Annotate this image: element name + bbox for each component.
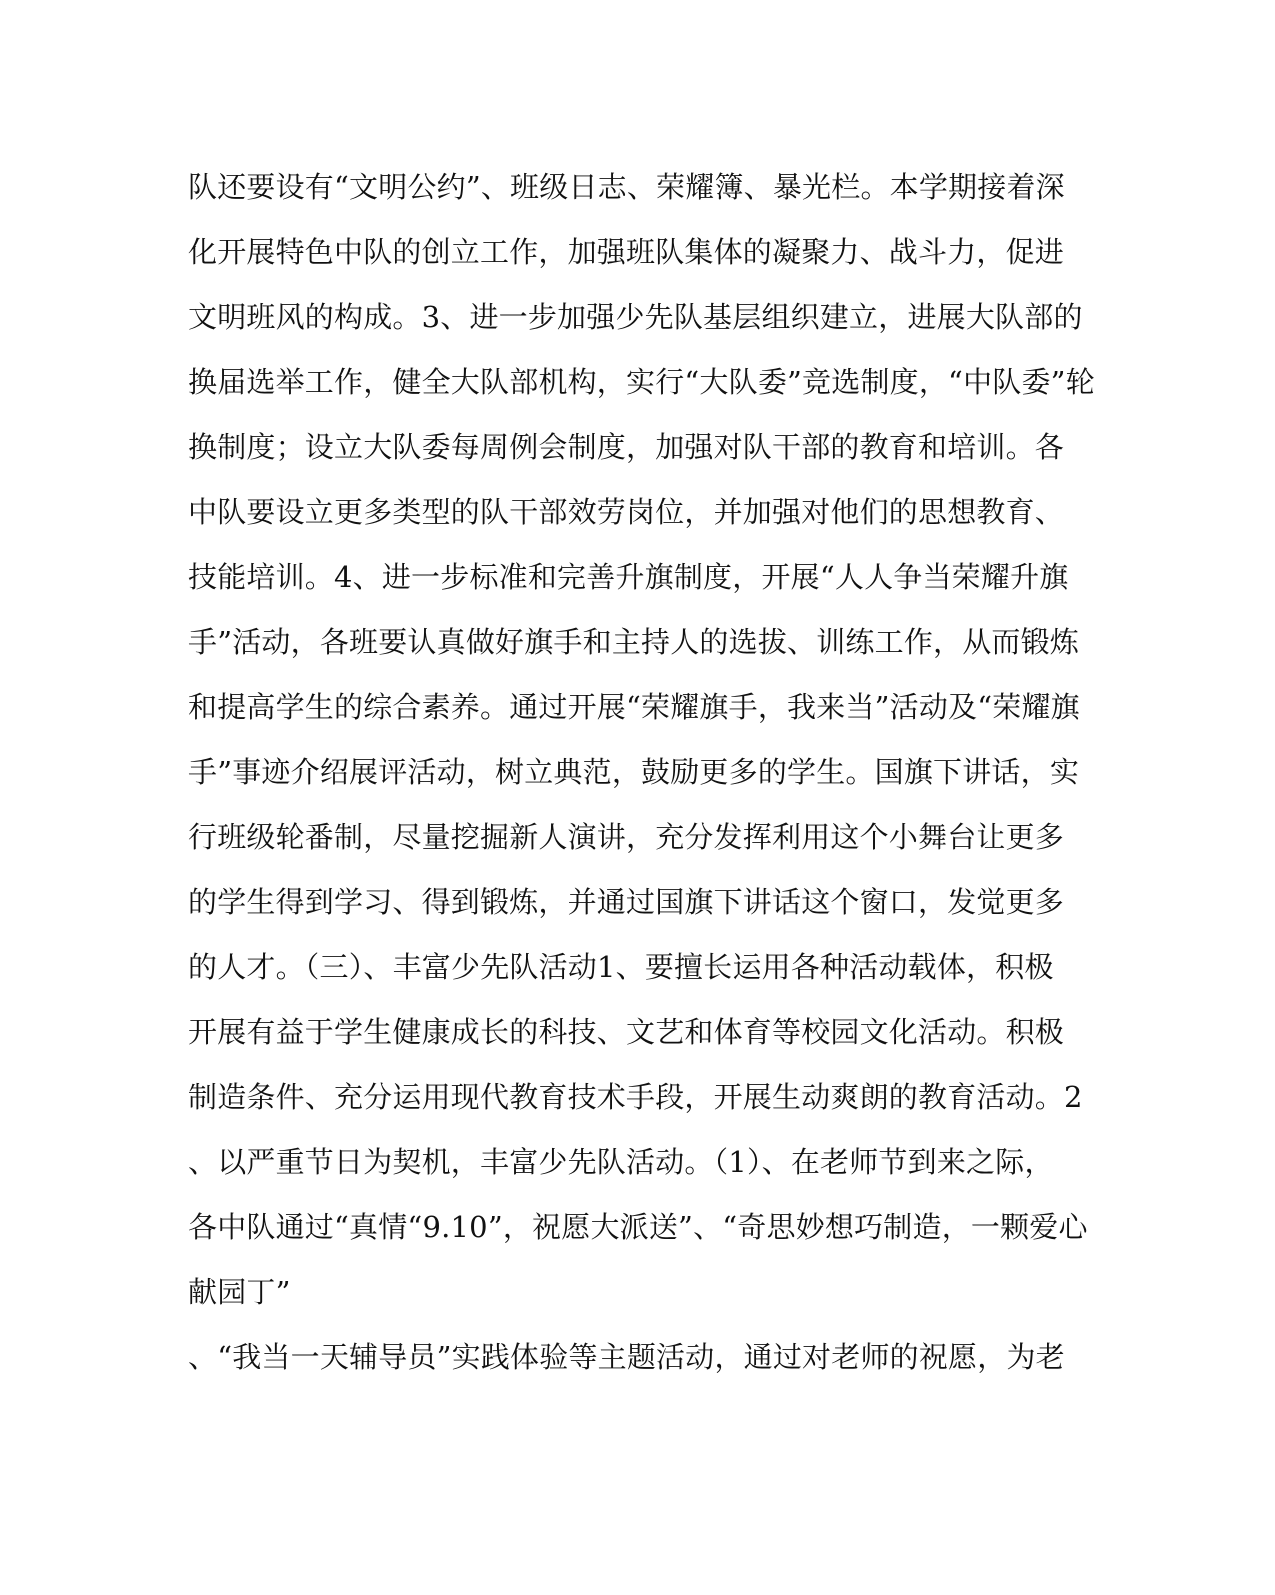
text-line-8: 手”活动，各班要认真做好旗手和主持人的选拔、训练工作，从而锻炼 bbox=[188, 625, 1080, 659]
text-line-3: 文明班风的构成。3、进一步加强少先队基层组织建立，进展大队部的 bbox=[188, 300, 1083, 334]
text-line-9: 和提高学生的综合素养。通过开展“荣耀旗手，我来当”活动及“荣耀旗 bbox=[188, 690, 1080, 724]
text-line-4: 换届选举工作，健全大队部机构，实行“大队委”竞选制度，“中队委”轮 bbox=[188, 365, 1095, 399]
text-line-6: 中队要设立更多类型的队干部效劳岗位，并加强对他们的思想教育、 bbox=[188, 495, 1065, 529]
text-line-7: 技能培训。4、进一步标准和完善升旗制度，开展“人人争当荣耀升旗 bbox=[188, 560, 1069, 594]
text-line-16: 、以严重节日为契机，丰富少先队活动。（1）、在老师节到来之际， bbox=[188, 1145, 1054, 1179]
text-line-5: 换制度；设立大队委每周例会制度，加强对队干部的教育和培训。各 bbox=[188, 430, 1065, 464]
text-line-2: 化开展特色中队的创立工作，加强班队集体的凝聚力、战斗力，促进 bbox=[188, 235, 1065, 269]
text-line-14: 开展有益于学生健康成长的科技、文艺和体育等校园文化活动。积极 bbox=[188, 1015, 1065, 1049]
text-line-12: 的学生得到学习、得到锻炼，并通过国旗下讲话这个窗口，发觉更多 bbox=[188, 885, 1065, 919]
body-text bbox=[188, 161, 1095, 1396]
text-line-19: 、“我当一天辅导员”实践体验等主题活动，通过对老师的祝愿，为老 bbox=[188, 1340, 1065, 1374]
text-line-17: 各中队通过“真情“9.10”，祝愿大派送”、“奇思妙想巧制造，一颗爱心 bbox=[188, 1210, 1088, 1244]
text-line-10: 手”事迹介绍展评活动，树立典范，鼓励更多的学生。国旗下讲话，实 bbox=[188, 755, 1080, 789]
text-line-11: 行班级轮番制，尽量挖掘新人演讲，充分发挥利用这个小舞台让更多 bbox=[188, 820, 1065, 854]
text-line-1: 队还要设有“文明公约”、班级日志、荣耀簿、暴光栏。本学期接着深 bbox=[188, 170, 1065, 204]
text-line-15: 制造条件、充分运用现代教育技术手段，开展生动爽朗的教育活动。2 bbox=[188, 1080, 1083, 1114]
text-line-13: 的人才。（三）、丰富少先队活动1、要擅长运用各种活动载体，积极 bbox=[188, 950, 1054, 984]
text-line-18: 献园丁” bbox=[188, 1275, 291, 1309]
